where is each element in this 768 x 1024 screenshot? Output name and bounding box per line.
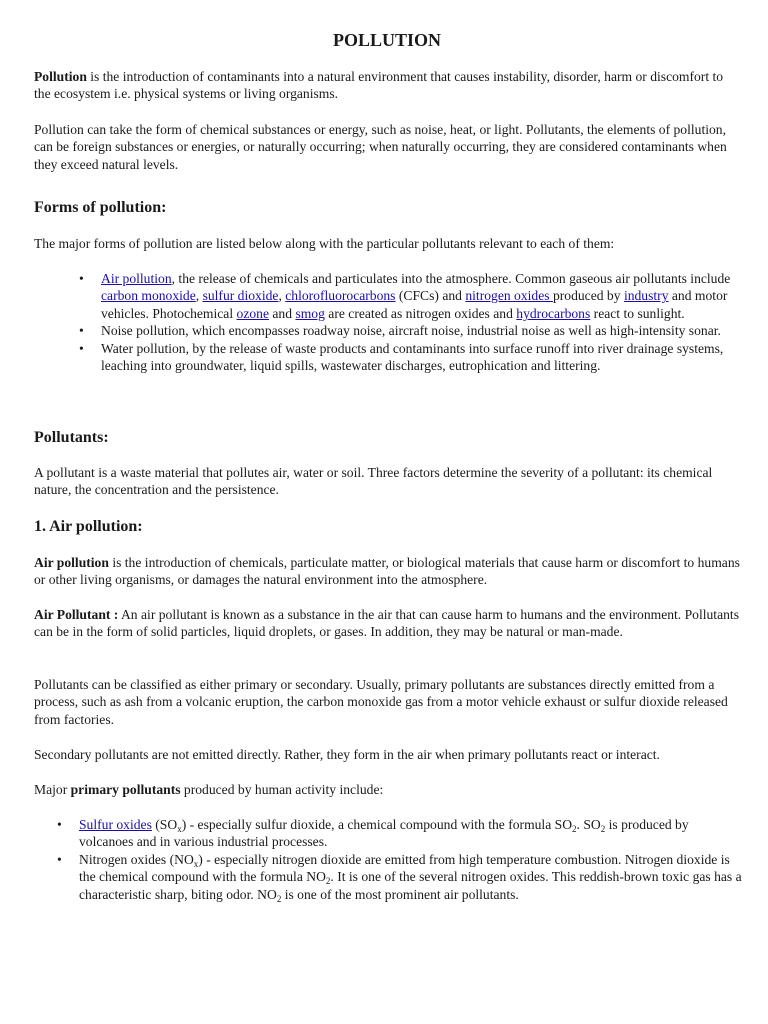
subscript: 2 xyxy=(600,824,606,834)
primary-pollutants-term: primary pollutants xyxy=(70,782,181,797)
text: Nitrogen oxides (NO xyxy=(79,851,194,867)
forms-heading: Forms of pollution: xyxy=(34,199,167,216)
intro-paragraph-2: Pollution can take the form of chemical substances or energy, such as noise, heat, or light. Pollutants, the elements of pollution, can be foreign substances or energies, or naturally occurring; when naturally occurring, they are considered contaminants when they exceed natural levels. xyxy=(34,122,727,172)
text: , the release of chemicals and particulates into the atmosphere. Common gaseous air pollutants include xyxy=(171,271,731,286)
text: An air pollutant is known as a substance in the air that can cause harm to humans and the environment. Pollutants can be in the form of solid particles, liquid droplets, or gases. In addition, they may be natural or man-made. xyxy=(34,607,739,640)
link-smog[interactable]: smog xyxy=(295,305,325,321)
list-item-water: • Water pollution, by the release of waste products and contaminants into surface runoff into river drainage systems, leaching into groundwater, liquid spills, wastewater discharges, eutrophication and littering. xyxy=(101,340,741,375)
link-industry[interactable]: industry xyxy=(623,288,669,304)
forms-intro: The major forms of pollution are listed below along with the particular pollutants relevant to each of them: xyxy=(34,236,615,251)
intro-term: Pollution xyxy=(34,69,87,84)
intro-paragraph-1 xyxy=(34,68,740,103)
intro-text-1: is the introduction of contaminants into a natural environment that causes instability, disorder, harm or discomfort to the ecosystem i.e. physical systems or living organisms. xyxy=(34,69,724,102)
air-pollution-term: Air pollution xyxy=(34,555,109,570)
link-chlorofluorocarbons[interactable]: chlorofluorocarbons xyxy=(285,288,396,304)
subscript: x xyxy=(193,858,199,869)
list-item-sulfur-oxides xyxy=(79,816,742,851)
text: produced by human activity include: xyxy=(180,782,384,797)
list-item-noise: • Noise pollution, which encompasses roadway noise, aircraft noise, industrial noise as well as high-intensity sonar. xyxy=(101,322,741,339)
air-pollutant-term: Air Pollutant : xyxy=(34,607,119,622)
list-item-nitrogen-oxides xyxy=(79,851,742,903)
text: . It is one of the several nitrogen oxides. This reddish-brown toxic gas has a characteristic sharp, biting odor. NO xyxy=(79,869,742,902)
link-hydrocarbons[interactable]: hydrocarbons xyxy=(516,305,591,321)
subscript: 2 xyxy=(572,824,577,834)
link-carbon-monoxide[interactable]: carbon monoxide xyxy=(101,288,196,304)
text: ) - especially sulfur dioxide, a chemical compound with the formula SO xyxy=(181,817,573,832)
page-title: POLLUTION xyxy=(332,30,442,50)
text: is the introduction of chemicals, particulate matter, or biological materials that cause harm or discomfort to humans or other living organisms, or damages the natural environment into the atmosphere. xyxy=(34,555,740,588)
air-pollution-heading: 1. Air pollution: xyxy=(34,518,143,535)
text: ) - especially nitrogen dioxide are emitted from high temperature combustion. Nitrogen dioxide is the chemical compound with the formula NO xyxy=(79,851,730,885)
text: , xyxy=(195,288,203,304)
classification-paragraph: Pollutants can be classified as either primary or secondary. Usually, primary pollutants are substances directly emitted from a process, such as ash from a volcanic eruption, the carbon monoxide gas from a motor vehicle exhaust or sulfur dioxide released from factories. xyxy=(34,677,728,727)
subscript: 2 xyxy=(276,893,282,904)
air-pollution-definition xyxy=(34,554,740,589)
primary-pollutants-list xyxy=(79,816,742,903)
text: Major xyxy=(34,782,71,797)
subscript: 2 xyxy=(325,876,331,887)
text: are created as nitrogen oxides and xyxy=(324,305,517,321)
text: , xyxy=(278,288,286,304)
subscript: x xyxy=(177,824,182,834)
major-pollutants-paragraph xyxy=(34,781,740,798)
text: is produced by volcanoes and in various industrial processes. xyxy=(79,817,689,850)
text: and motor vehicles. Photochemical xyxy=(101,288,728,321)
list-item-air xyxy=(101,270,741,322)
text: react to sunlight. xyxy=(590,305,685,321)
air-pollutant-definition xyxy=(34,606,740,641)
pollutants-heading: Pollutants: xyxy=(34,429,109,446)
link-ozone[interactable]: ozone xyxy=(236,305,269,321)
text: and xyxy=(269,305,296,321)
link-nitrogen-oxides[interactable]: nitrogen oxides xyxy=(465,288,553,304)
text: . SO xyxy=(576,817,601,832)
link-sulfur-oxides[interactable]: Sulfur oxides xyxy=(79,817,152,832)
text: (CFCs) and xyxy=(395,288,466,304)
forms-list xyxy=(101,270,741,374)
text: (SO xyxy=(151,817,178,832)
text: is one of the most prominent air pollutants. xyxy=(281,886,519,902)
link-air-pollution[interactable]: Air pollution xyxy=(101,271,172,286)
text: produced by xyxy=(552,288,624,304)
link-sulfur-dioxide[interactable]: sulfur dioxide xyxy=(202,288,279,304)
secondary-paragraph: Secondary pollutants are not emitted directly. Rather, they form in the air when primary pollutants react or interact. xyxy=(34,747,660,762)
pollutants-paragraph: A pollutant is a waste material that pollutes air, water or soil. Three factors determine the severity of a pollutant: its chemical nature, the concentration and the persistence. xyxy=(34,465,713,498)
